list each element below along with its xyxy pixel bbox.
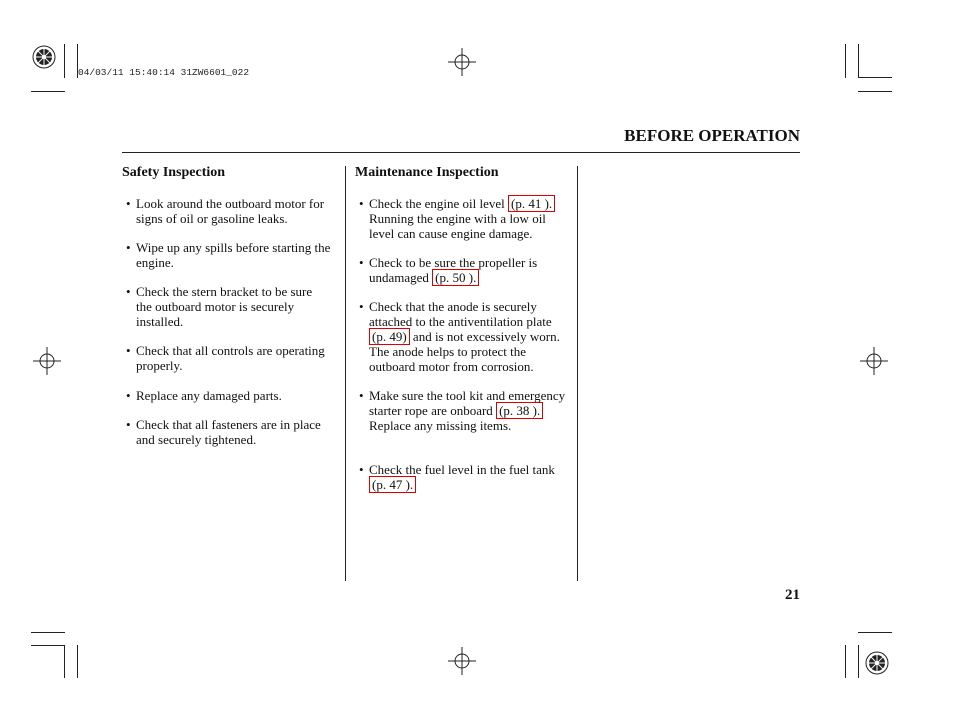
crop-mark (77, 645, 78, 678)
list-item (126, 196, 331, 226)
page-reference-link[interactable]: (p. 50 ). (432, 269, 479, 286)
registration-target-icon (860, 347, 888, 375)
bullet: • (126, 343, 131, 358)
bullet: • (359, 299, 364, 314)
list-item (126, 284, 331, 329)
crop-mark (858, 645, 859, 678)
bullet: • (359, 462, 364, 477)
list-item (126, 388, 331, 403)
bullet: • (126, 417, 131, 432)
crop-mark (845, 44, 846, 78)
bullet: • (359, 255, 364, 270)
item-text: Check that all controls are operating properly. (136, 343, 325, 373)
page-reference-link[interactable]: (p. 47 ). (369, 476, 416, 493)
item-text: Wipe up any spills before starting the engine. (136, 240, 331, 270)
registration-target-icon (448, 48, 476, 76)
page-number: 21 (785, 587, 800, 603)
crop-mark (64, 44, 65, 78)
registration-target-icon (33, 347, 61, 375)
list-item (359, 462, 569, 492)
crop-mark (31, 645, 65, 646)
list-item (359, 255, 569, 285)
starburst-mark-icon (865, 651, 889, 675)
item-text: Replace any damaged parts. (136, 388, 282, 403)
crop-mark (31, 632, 65, 633)
bullet: • (126, 196, 131, 211)
section-title: BEFORE OPERATION (624, 126, 800, 145)
registration-target-icon (448, 647, 476, 675)
list-item (126, 343, 331, 373)
page-reference-link[interactable]: (p. 38 ). (496, 402, 543, 419)
item-text: Check that the anode is securely attached to the antiventilation plate (p. 49) and is not excessively worn. The anode helps to protect the outboard motor from corrosion. (369, 299, 560, 374)
column-divider (345, 166, 346, 581)
list-item (359, 388, 569, 433)
crop-mark (64, 645, 65, 678)
crop-mark (31, 91, 65, 92)
item-text: Check the stern bracket to be sure the outboard motor is securely installed. (136, 284, 313, 329)
header-rule (122, 152, 800, 153)
bullet: • (126, 284, 131, 299)
maintenance-heading: Maintenance Inspection (355, 165, 499, 180)
bullet: • (359, 196, 364, 211)
list-item (126, 240, 331, 270)
list-item (359, 299, 569, 374)
bullet: • (126, 388, 131, 403)
crop-mark (858, 91, 892, 92)
safety-heading: Safety Inspection (122, 165, 226, 180)
crop-mark (858, 44, 859, 78)
page-reference-link[interactable]: (p. 49) (369, 328, 410, 345)
item-text: Check the engine oil level (p. 41 ). Running the engine with a low oil level can cause engine damage. (359, 196, 569, 241)
crop-mark (858, 632, 892, 633)
crop-mark (845, 645, 846, 678)
item-text: Check that all fasteners are in place and securely tightened. (136, 417, 321, 447)
item-text: Check the fuel level in the fuel tank (p. 47 ). (369, 462, 555, 492)
starburst-mark-icon (32, 45, 56, 69)
page-reference-link[interactable]: (p. 41 ). (508, 195, 555, 212)
item-text: Make sure the tool kit and emergency starter rope are onboard (p. 38 ). Replace any missing items. (369, 388, 566, 433)
bullet: • (126, 240, 131, 255)
item-text: Check to be sure the propeller is undamaged (p. 50 ). (369, 255, 538, 285)
column-divider (577, 166, 578, 581)
crop-mark (858, 77, 892, 78)
bullet: • (359, 388, 364, 403)
item-text: Look around the outboard motor for signs of oil or gasoline leaks. (136, 196, 325, 226)
list-item (126, 417, 331, 447)
print-stamp: 04/03/11 15:40:14 31ZW6601_022 (78, 67, 250, 78)
list-item (359, 196, 569, 241)
